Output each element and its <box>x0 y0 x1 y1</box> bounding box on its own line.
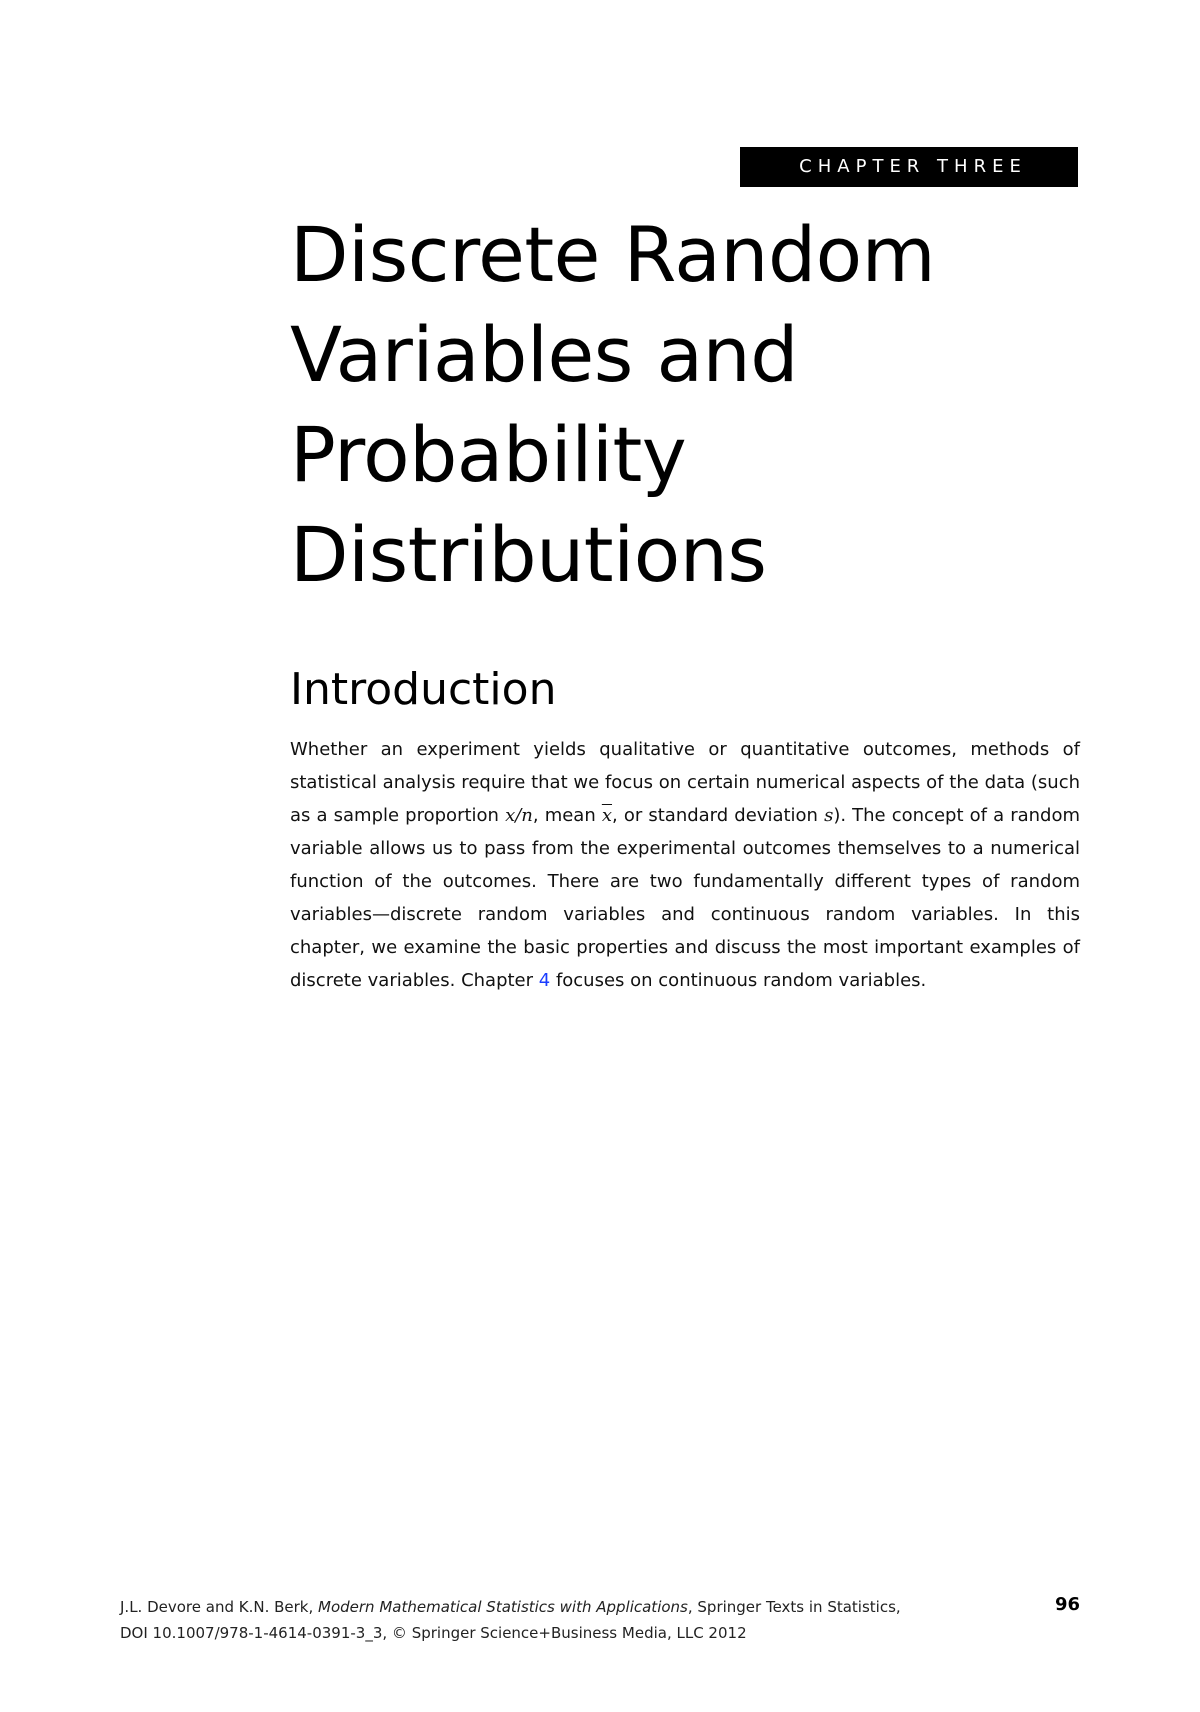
citation-book-title: Modern Mathematical Statistics with Applications <box>318 1598 688 1616</box>
chapter-4-link[interactable]: 4 <box>538 970 551 991</box>
chapter-label: CHAPTER THREE <box>740 147 1078 187</box>
intro-text: , mean <box>532 805 602 826</box>
footer-citation <box>120 1594 980 1646</box>
chapter-title <box>290 205 1010 605</box>
page-number: 96 <box>1054 1594 1080 1615</box>
chapter-title-line: Distributions <box>290 510 767 599</box>
citation-line <box>120 1594 980 1620</box>
chapter-title-line: Discrete Random <box>290 210 936 299</box>
intro-text: , or standard deviation <box>612 805 825 826</box>
intro-text: ). The concept of a random variable allows us to pass from the experimental outcomes themselves to a numerical function of the outcomes. There are two fundamentally different types of random variables—discrete random variables and continuous random variables. In this chapter, we examine the basic properties and discuss the most important examples of discrete variables. Chapter <box>290 805 1081 991</box>
citation-doi: DOI 10.1007/978-1-4614-0391-3_3, © Springer Science+Business Media, LLC 2012 <box>120 1624 747 1642</box>
citation-authors: J.L. Devore and K.N. Berk, <box>120 1598 319 1616</box>
citation-series: , Springer Texts in Statistics, <box>687 1598 901 1616</box>
chapter-title-line: Variables and <box>290 310 798 399</box>
standard-deviation-symbol: s <box>824 805 834 826</box>
mean-symbol: $\overline{x}$ <box>601 805 613 826</box>
intro-text: focuses on continuous random variables. <box>550 970 927 991</box>
proportion-symbol: x/n <box>505 805 533 826</box>
chapter-title-line: Probability <box>290 410 687 499</box>
intro-text: Whether an experiment yields qualitative or quantitative outcomes, methods of statistical analysis require that we focus on certain numerical aspects of the data (such as a sample proportion <box>290 739 1080 826</box>
section-heading-introduction: Introduction <box>290 664 557 715</box>
intro-paragraph <box>290 733 1080 997</box>
